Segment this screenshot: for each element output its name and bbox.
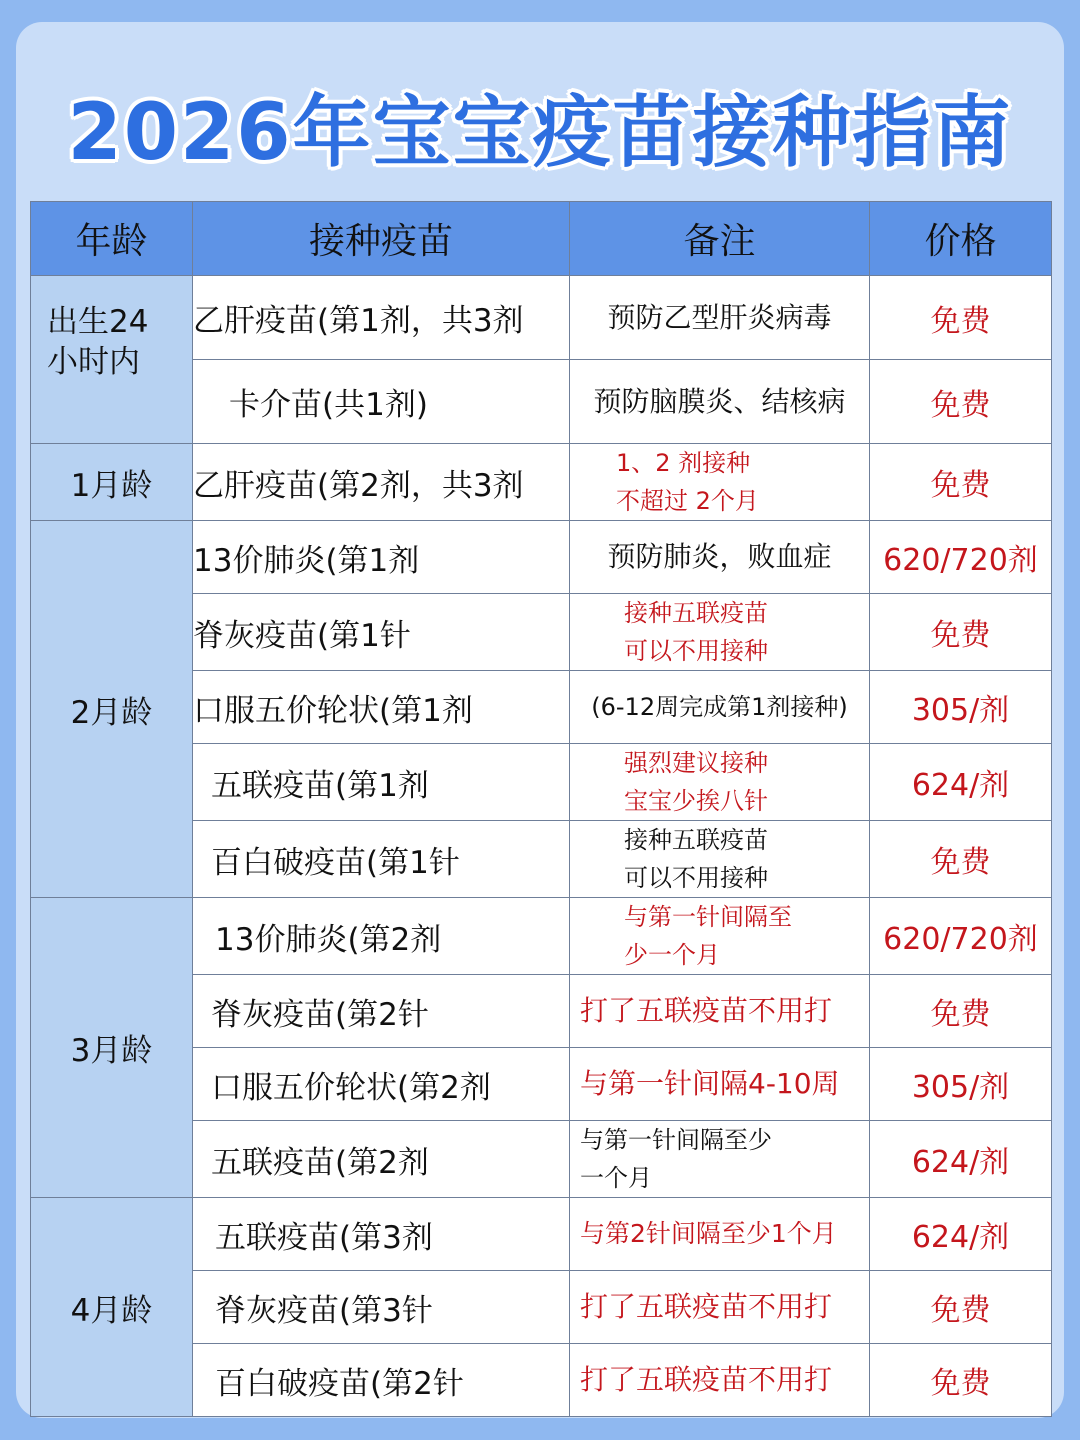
- vaccine-cell: 口服五价轮状(第2剂: [193, 1048, 570, 1121]
- price-cell: 免费: [870, 360, 1052, 444]
- age-cell: 1月龄: [31, 444, 193, 521]
- price-cell: 624/剂: [870, 1121, 1052, 1198]
- note-cell: 强烈建议接种 宝宝少挨八针: [570, 744, 870, 821]
- page-title: 2026年宝宝疫苗接种指南: [67, 88, 1013, 178]
- price-cell: 620/720剂: [870, 521, 1052, 594]
- note-cell: 打了五联疫苗不用打: [570, 1344, 870, 1417]
- header-age: 年龄: [31, 202, 193, 276]
- table-row: [31, 521, 1052, 594]
- age-cell: 3月龄: [31, 898, 193, 1198]
- note-cell: 1、2 剂接种 不超过 2个月: [570, 444, 870, 521]
- note-cell: 打了五联疫苗不用打: [570, 975, 870, 1048]
- price-cell: 624/剂: [870, 1198, 1052, 1271]
- note-cell: 预防脑膜炎、结核病: [570, 360, 870, 444]
- price-cell: 624/剂: [870, 744, 1052, 821]
- vaccine-table: [30, 201, 1052, 1417]
- note-cell: 与第2针间隔至少1个月: [570, 1198, 870, 1271]
- note-cell: 预防肺炎，败血症: [570, 521, 870, 594]
- table-row: [31, 444, 1052, 521]
- vaccine-cell: 脊灰疫苗(第3针: [193, 1271, 570, 1344]
- table-row: [31, 1198, 1052, 1271]
- header-price: 价格: [870, 202, 1052, 276]
- price-cell: 305/剂: [870, 671, 1052, 744]
- vaccine-cell: 乙肝疫苗(第2剂，共3剂: [193, 444, 570, 521]
- vaccine-cell: 13价肺炎(第1剂: [193, 521, 570, 594]
- price-cell: 免费: [870, 821, 1052, 898]
- header-vaccine: 接种疫苗: [193, 202, 570, 276]
- table-row: [31, 276, 1052, 360]
- note-cell: 与第一针间隔至 少一个月: [570, 898, 870, 975]
- age-cell: [31, 276, 193, 444]
- vaccine-cell: 百白破疫苗(第1针: [193, 821, 570, 898]
- price-cell: 免费: [870, 594, 1052, 671]
- price-cell: 免费: [870, 1271, 1052, 1344]
- vaccine-cell: 卡介苗(共1剂): [193, 360, 570, 444]
- note-cell: 接种五联疫苗 可以不用接种: [570, 821, 870, 898]
- age-cell: 4月龄: [31, 1198, 193, 1417]
- vaccine-cell: 13价肺炎(第2剂: [193, 898, 570, 975]
- header-note: 备注: [570, 202, 870, 276]
- vaccine-cell: 口服五价轮状(第1剂: [193, 671, 570, 744]
- note-cell: 接种五联疫苗 可以不用接种: [570, 594, 870, 671]
- note-cell: 打了五联疫苗不用打: [570, 1271, 870, 1344]
- price-cell: 免费: [870, 975, 1052, 1048]
- price-cell: 620/720剂: [870, 898, 1052, 975]
- age-cell: 2月龄: [31, 521, 193, 898]
- note-cell: 与第一针间隔至少 一个月: [570, 1121, 870, 1198]
- vaccine-cell: 百白破疫苗(第2针: [193, 1344, 570, 1417]
- table-row: [31, 898, 1052, 975]
- vaccine-cell: 五联疫苗(第2剂: [193, 1121, 570, 1198]
- vaccine-cell: 脊灰疫苗(第1针: [193, 594, 570, 671]
- note-cell: 预防乙型肝炎病毒: [570, 276, 870, 360]
- price-cell: 免费: [870, 276, 1052, 360]
- age-label: 出生24 小时内: [47, 304, 149, 380]
- vaccine-cell: 五联疫苗(第1剂: [193, 744, 570, 821]
- price-cell: 305/剂: [870, 1048, 1052, 1121]
- vaccine-cell: 五联疫苗(第3剂: [193, 1198, 570, 1271]
- note-cell: (6-12周完成第1剂接种): [570, 671, 870, 744]
- note-cell: 与第一针间隔4-10周: [570, 1048, 870, 1121]
- vaccine-cell: 脊灰疫苗(第2针: [193, 975, 570, 1048]
- vaccine-cell: 乙肝疫苗(第1剂，共3剂: [193, 276, 570, 360]
- price-cell: 免费: [870, 1344, 1052, 1417]
- header-row: [31, 202, 1052, 276]
- price-cell: 免费: [870, 444, 1052, 521]
